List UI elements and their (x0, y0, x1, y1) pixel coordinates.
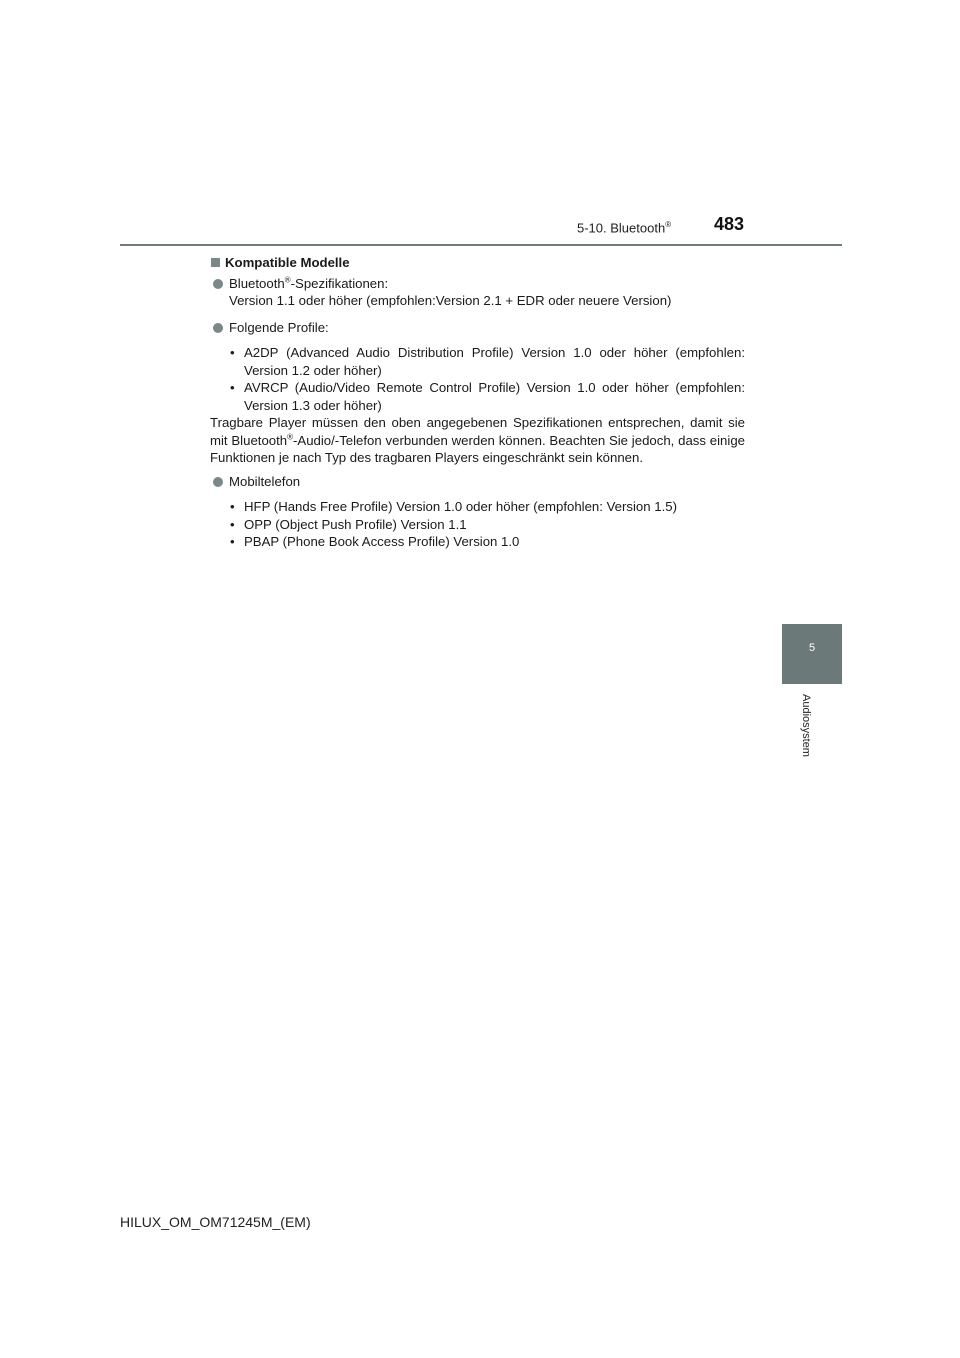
list-item: • A2DP (Advanced Audio Distribution Profile) Version 1.0 oder höher (empfohlen: Version 1.2 oder höher) (230, 345, 745, 378)
circle-bullet-icon (213, 477, 223, 487)
chapter-tab[interactable] (782, 624, 842, 684)
list-item: • HFP (Hands Free Profile) Version 1.0 oder höher (empfohlen: Version 1.5) (230, 499, 677, 514)
circle-bullet-icon (213, 323, 223, 333)
list-item: • OPP (Object Push Profile) Version 1.1 (230, 516, 467, 532)
main-content (210, 254, 745, 551)
bullet-title: Folgende Profile: (229, 319, 329, 335)
phone-profile-list (230, 498, 745, 551)
bullet-profiles (210, 319, 745, 337)
chapter-label: Audiosystem (800, 694, 812, 757)
square-bullet-icon (211, 258, 220, 267)
bullet-title: Bluetooth®-Spezifikationen: (229, 275, 389, 291)
document-code: HILUX_OM_OM71245M_(EM) (120, 1214, 311, 1230)
bullet-mobile-phone (210, 473, 745, 491)
profile-list (230, 344, 745, 414)
section-heading: Kompatible Modelle (210, 254, 745, 272)
circle-bullet-icon (213, 279, 223, 289)
chapter-number: 5 (808, 642, 816, 654)
list-item: • AVRCP (Audio/Video Remote Control Profile) Version 1.0 oder höher (empfohlen: Version 1.3 oder höher) (230, 380, 745, 413)
page-number: 483 (714, 214, 745, 234)
list-item: • PBAP (Phone Book Access Profile) Version 1.0 (230, 534, 520, 549)
bullet-text: Version 1.1 oder höher (empfohlen:Version 2.1 + EDR oder neuere Version) (229, 293, 672, 308)
bullet-title: Mobiltelefon (229, 473, 301, 489)
bullet-bluetooth-spec (210, 275, 745, 310)
section-title: 5-10. Bluetooth® (577, 220, 672, 236)
compatibility-note: Tragbare Player müssen den oben angegebenen Spezifikationen entsprechen, damit sie mit Bluetooth®-Audio/-Telefon verbunden werden können. Beachten Sie jedoch, dass einige Funktionen je nach Typ des tragbaren Players eingeschränkt sein können. (210, 415, 745, 465)
header-divider (120, 244, 842, 246)
